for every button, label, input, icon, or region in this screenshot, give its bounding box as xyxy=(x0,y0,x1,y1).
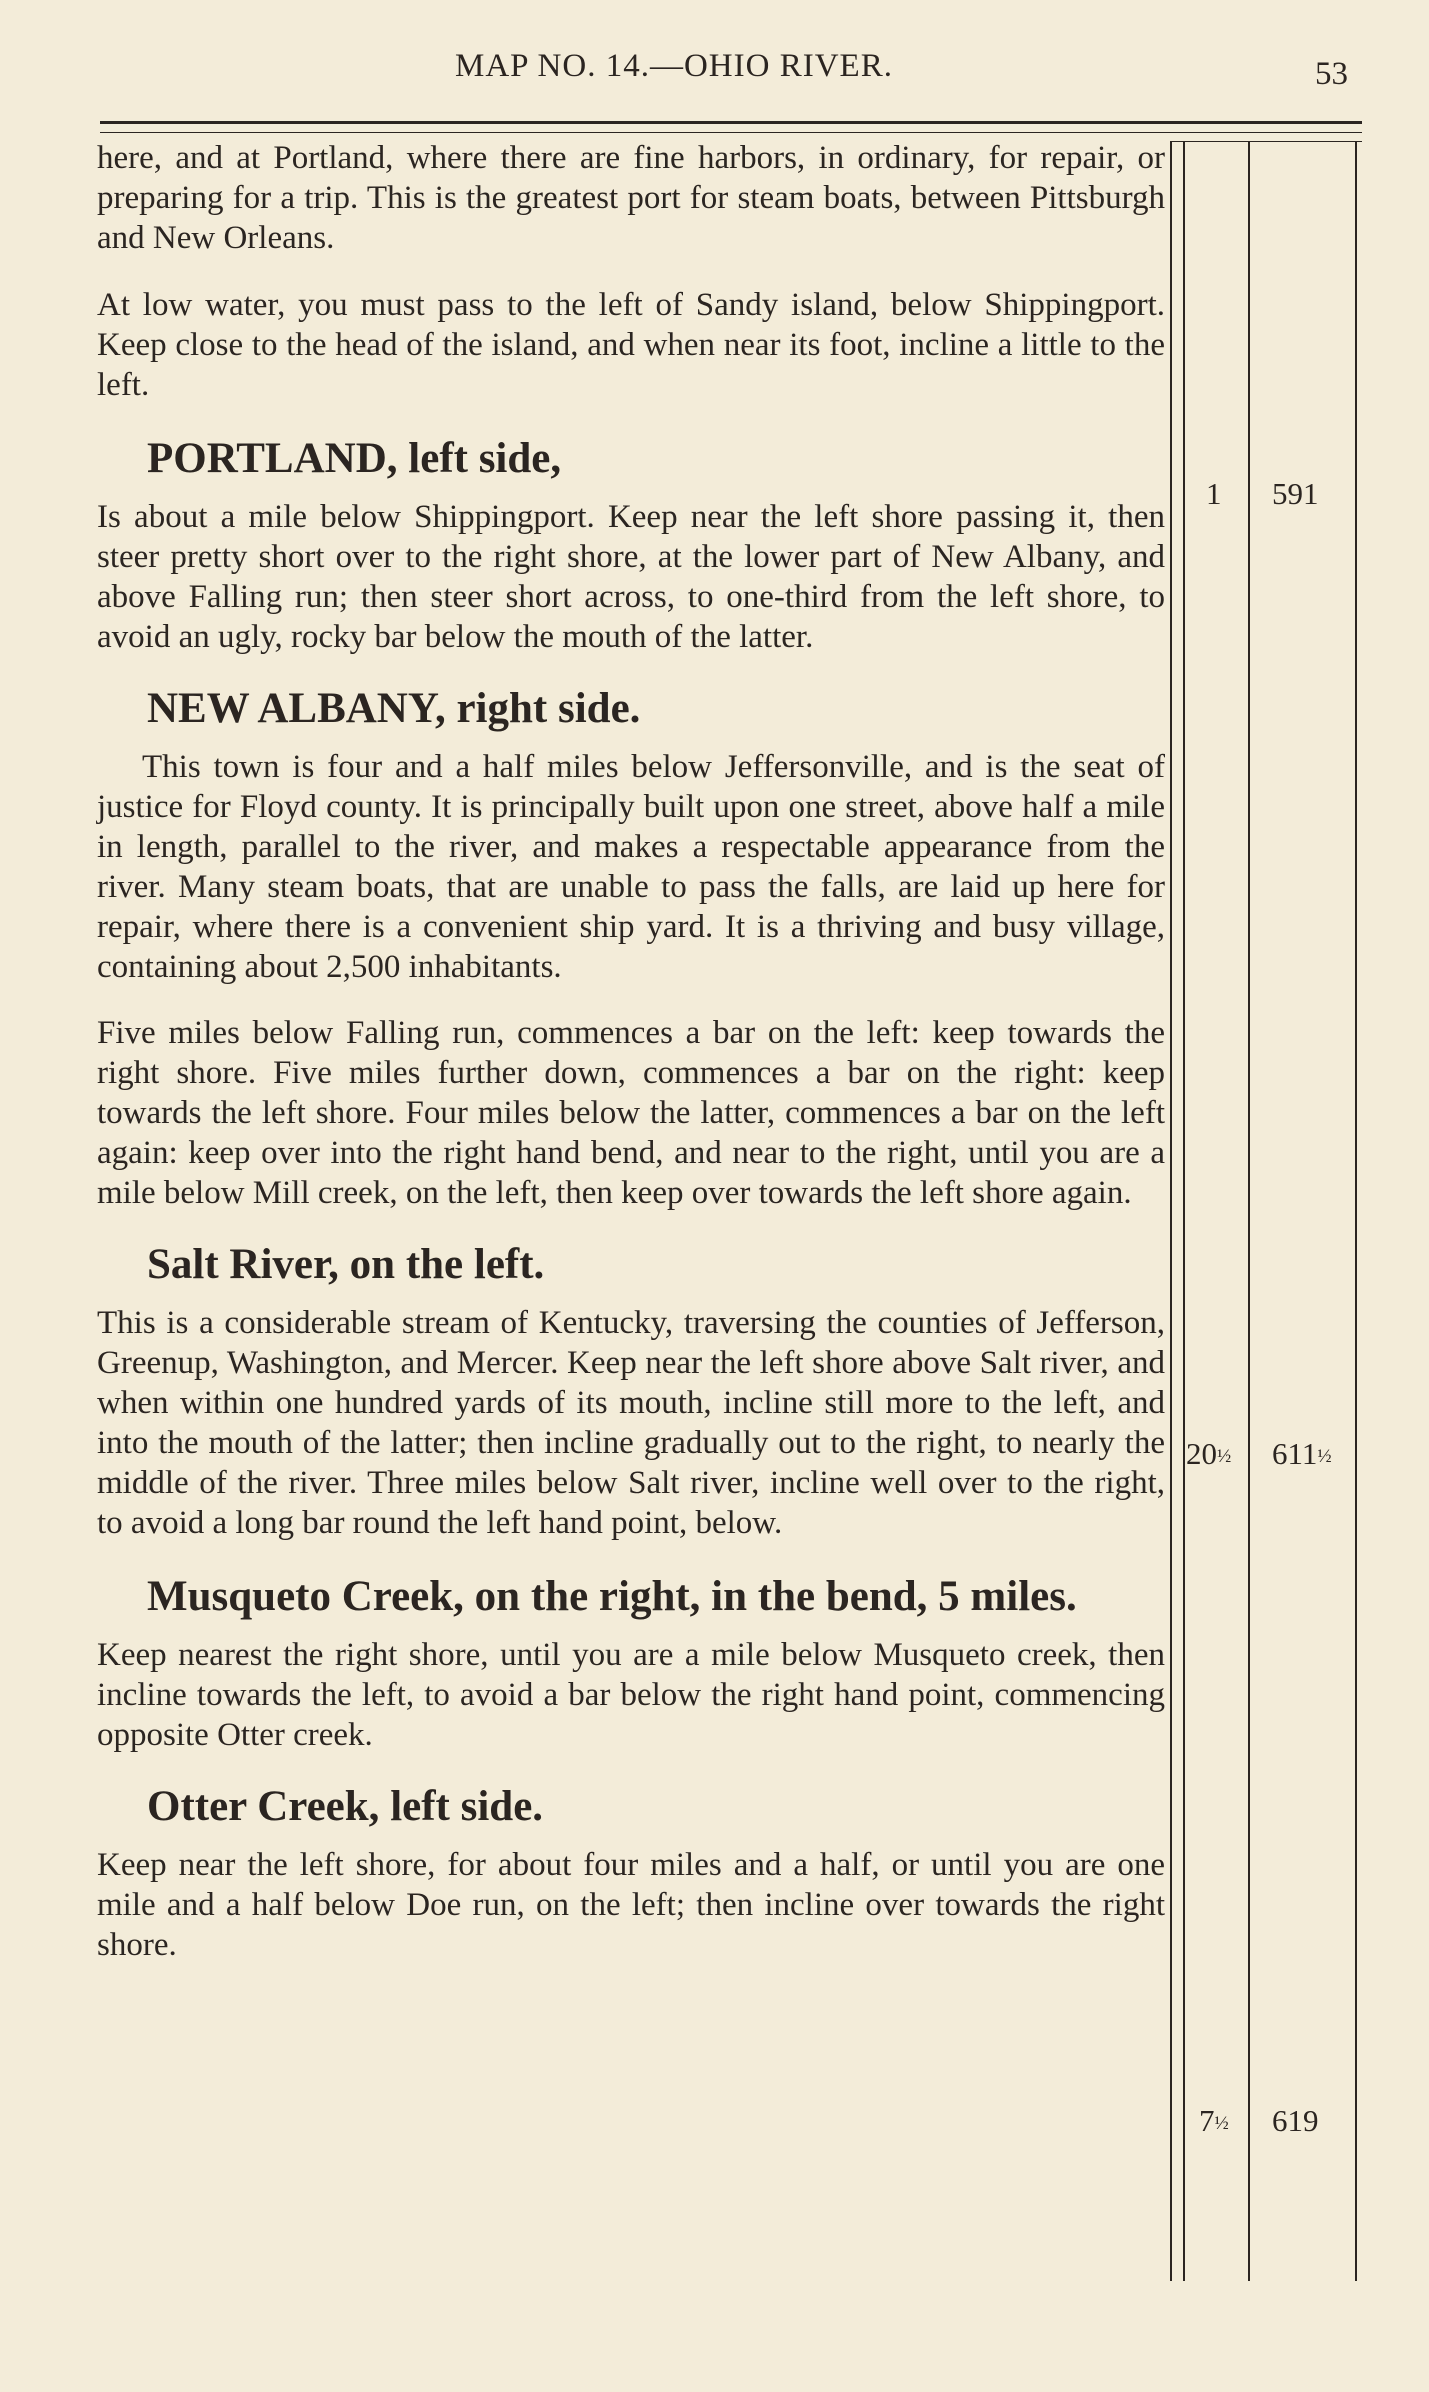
paragraph: Keep nearest the right shore, until you are a mile below Musqueto creek, then incline towards the left, to avoid a bar below the right hand point, commencing opposite Otter creek. xyxy=(97,1637,1165,1753)
section-heading xyxy=(97,679,1165,739)
heading-place: Musqueto Creek, xyxy=(147,1573,464,1620)
page-number: 53 xyxy=(1315,56,1348,92)
column-rule xyxy=(1355,141,1357,2281)
section-heading xyxy=(97,429,1165,489)
paragraph: At low water, you must pass to the left of Sandy island, below Shippingport. Keep close to the head of the island, and when near its foot, incline a little to the left. xyxy=(97,287,1165,403)
running-title: MAP NO. 14.—OHIO RIVER. xyxy=(455,48,893,84)
column-rule xyxy=(1170,141,1172,2281)
paragraph: This town is four and a half miles below Jeffersonville, and is the seat of justice for Floyd county. It is principally built upon one street, above half a mile in length, parallel to the river, and makes a respectable appearance from the river. Many steam boats, that are unable to pass the falls, are laid up here for repair, where there is a convenient ship yard. It is a thriving and busy village, containing about 2,500 inhabitants. xyxy=(97,749,1165,985)
column-rule xyxy=(1248,141,1250,2281)
heading-place: NEW ALBANY, xyxy=(147,685,446,732)
paragraph: Keep near the left shore, for about four miles and a half, or until you are one mile and a half below Doe run, on the left; then incline over towards the right shore. xyxy=(97,1847,1165,1963)
distance-total: 611½ xyxy=(1272,1436,1332,1471)
header-rule-thin xyxy=(100,132,1362,133)
heading-side: left side. xyxy=(379,1783,544,1830)
section-heading xyxy=(97,1777,1165,1837)
heading-side: on the left. xyxy=(338,1241,545,1288)
column-rule xyxy=(1183,141,1185,2281)
heading-side: right side. xyxy=(445,685,641,732)
heading-place: Otter Creek, xyxy=(147,1783,380,1830)
paragraph: here, and at Portland, where there are fine harbors, in ordinary, for repair, or preparing for a trip. This is the greatest port for steam boats, between Pittsburgh and New Orleans. xyxy=(97,140,1165,256)
heading-place: Salt River, xyxy=(147,1241,339,1288)
distance-miles: 7½ xyxy=(1199,2103,1229,2138)
distance-total: 619 xyxy=(1272,2103,1319,2138)
body-text xyxy=(97,138,1165,1965)
section-heading xyxy=(97,1567,1165,1627)
heading-place: PORTLAND, xyxy=(147,435,398,482)
heading-side: left side, xyxy=(397,435,562,482)
table-top-rule xyxy=(1170,141,1362,142)
heading-side: on the right, in the bend, 5 miles. xyxy=(463,1573,1077,1620)
section-heading xyxy=(97,1235,1165,1295)
page-header xyxy=(0,44,1429,104)
distance-miles: 1 xyxy=(1206,476,1222,511)
distance-miles: 20½ xyxy=(1186,1436,1232,1471)
paragraph: Is about a mile below Shippingport. Keep near the left shore passing it, then steer pretty short over to the right shore, at the lower part of New Albany, and above Falling run; then steer short across, to one-third from the left shore, to avoid an ugly, rocky bar below the mouth of the latter. xyxy=(97,499,1165,655)
paragraph: Five miles below Falling run, commences a bar on the left: keep towards the right shore. Five miles further down, commences a bar on the right: keep towards the left shore. Four miles below the latter, commences a bar on the left again: keep over into the right hand bend, and near to the right, until you are a mile below Mill creek, on the left, then keep over towards the left shore again. xyxy=(97,1015,1165,1211)
header-rule xyxy=(100,121,1362,124)
paragraph: This is a considerable stream of Kentucky, traversing the counties of Jefferson, Greenup, Washington, and Mercer. Keep near the left shore above Salt river, and when within one hundred yards of its mouth, incline still more to the left, and into the mouth of the latter; then incline gradually out to the right, to nearly the middle of the river. Three miles below Salt river, incline well over to the right, to avoid a long bar round the left hand point, below. xyxy=(97,1305,1165,1541)
distance-total: 591 xyxy=(1272,476,1319,511)
